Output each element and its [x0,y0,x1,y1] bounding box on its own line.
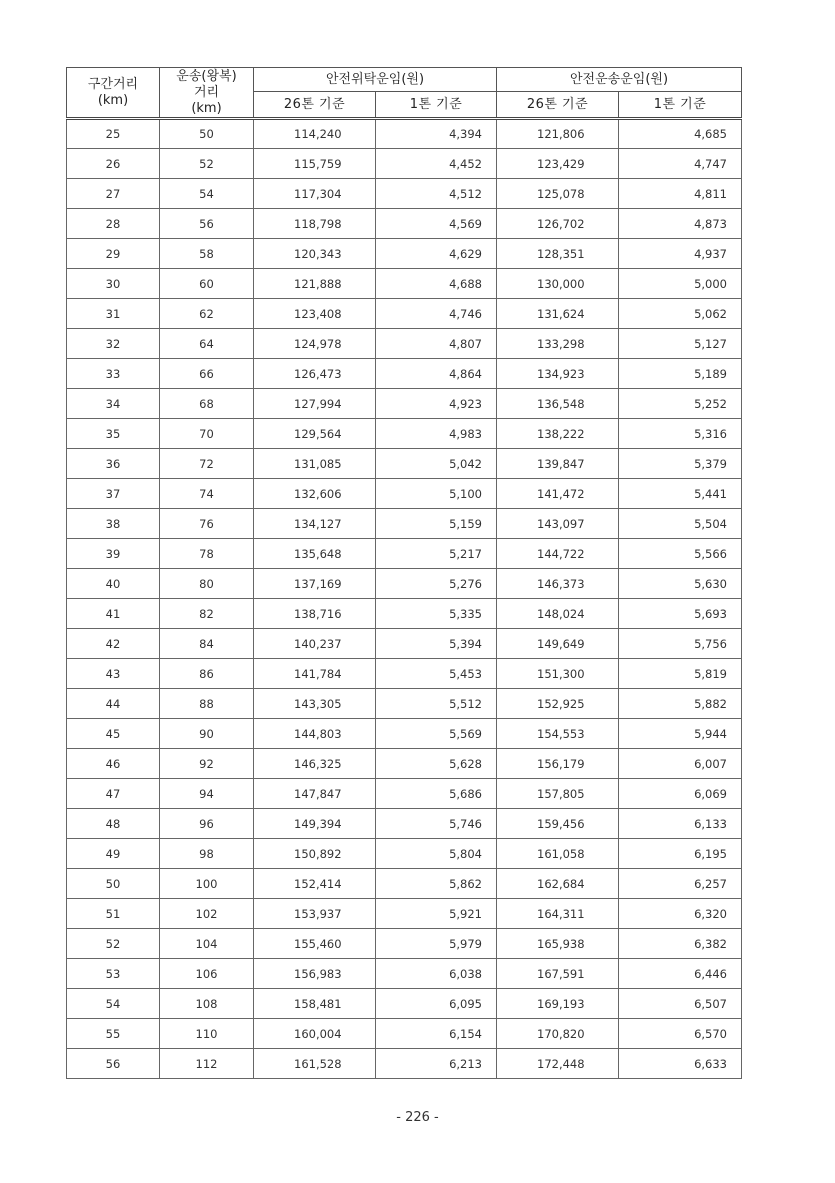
header-group-transport-rate: 안전운송운임(원) [497,68,742,92]
cell-consign-26t: 147,847 [254,779,376,809]
cell-transport-26t: 149,649 [497,629,619,659]
cell-transport-distance: 104 [160,929,254,959]
cell-transport-1t: 5,504 [619,509,742,539]
cell-transport-26t: 146,373 [497,569,619,599]
cell-consign-1t: 4,864 [376,359,497,389]
cell-transport-distance: 78 [160,539,254,569]
cell-transport-distance: 108 [160,989,254,1019]
cell-section-distance: 30 [67,269,160,299]
cell-transport-26t: 172,448 [497,1049,619,1079]
cell-transport-1t: 5,944 [619,719,742,749]
header-section-distance-label: 구간거리 (km) [87,76,139,108]
table-row [67,809,742,839]
cell-section-distance: 31 [67,299,160,329]
cell-transport-distance: 58 [160,239,254,269]
cell-transport-distance: 50 [160,119,254,149]
cell-transport-1t: 5,127 [619,329,742,359]
table-row [67,929,742,959]
header-transport-1t: 1톤 기준 [619,92,742,119]
cell-transport-distance: 60 [160,269,254,299]
cell-transport-26t: 133,298 [497,329,619,359]
cell-transport-1t: 5,882 [619,689,742,719]
cell-consign-26t: 143,305 [254,689,376,719]
cell-transport-26t: 169,193 [497,989,619,1019]
cell-section-distance: 38 [67,509,160,539]
cell-transport-26t: 138,222 [497,419,619,449]
cell-transport-1t: 5,693 [619,599,742,629]
cell-transport-26t: 130,000 [497,269,619,299]
cell-consign-1t: 6,213 [376,1049,497,1079]
cell-transport-1t: 5,630 [619,569,742,599]
cell-transport-distance: 90 [160,719,254,749]
cell-transport-distance: 54 [160,179,254,209]
table-row [67,239,742,269]
cell-consign-26t: 135,648 [254,539,376,569]
table-row [67,599,742,629]
cell-consign-1t: 5,453 [376,659,497,689]
cell-section-distance: 48 [67,809,160,839]
table-row [67,209,742,239]
cell-consign-26t: 132,606 [254,479,376,509]
cell-consign-1t: 4,983 [376,419,497,449]
table-row [67,119,742,149]
cell-consign-26t: 149,394 [254,809,376,839]
table-row [67,359,742,389]
cell-consign-1t: 4,512 [376,179,497,209]
table-row [67,749,742,779]
table-row [67,539,742,569]
header-transport-distance-label: 운송(왕복) 거리 (km) [176,68,237,116]
cell-consign-1t: 5,159 [376,509,497,539]
cell-transport-26t: 125,078 [497,179,619,209]
cell-section-distance: 42 [67,629,160,659]
table-row [67,689,742,719]
cell-consign-26t: 120,343 [254,239,376,269]
cell-consign-1t: 4,807 [376,329,497,359]
cell-transport-distance: 100 [160,869,254,899]
cell-consign-1t: 5,335 [376,599,497,629]
cell-transport-26t: 157,805 [497,779,619,809]
cell-transport-26t: 162,684 [497,869,619,899]
cell-consign-1t: 5,862 [376,869,497,899]
cell-transport-1t: 5,000 [619,269,742,299]
cell-consign-1t: 5,979 [376,929,497,959]
header-section-distance [67,68,160,119]
cell-transport-26t: 121,806 [497,119,619,149]
cell-transport-26t: 139,847 [497,449,619,479]
cell-transport-distance: 86 [160,659,254,689]
cell-consign-26t: 118,798 [254,209,376,239]
cell-transport-distance: 52 [160,149,254,179]
cell-consign-26t: 121,888 [254,269,376,299]
cell-consign-26t: 124,978 [254,329,376,359]
cell-consign-26t: 141,784 [254,659,376,689]
cell-transport-1t: 5,316 [619,419,742,449]
cell-consign-1t: 5,512 [376,689,497,719]
cell-section-distance: 45 [67,719,160,749]
cell-consign-26t: 117,304 [254,179,376,209]
cell-transport-distance: 112 [160,1049,254,1079]
table-row [67,839,742,869]
cell-consign-26t: 150,892 [254,839,376,869]
cell-section-distance: 26 [67,149,160,179]
cell-transport-distance: 96 [160,809,254,839]
cell-section-distance: 29 [67,239,160,269]
cell-consign-26t: 158,481 [254,989,376,1019]
cell-transport-26t: 151,300 [497,659,619,689]
cell-consign-26t: 155,460 [254,929,376,959]
cell-transport-26t: 161,058 [497,839,619,869]
table-row [67,269,742,299]
cell-consign-1t: 5,746 [376,809,497,839]
cell-consign-1t: 6,095 [376,989,497,1019]
cell-consign-26t: 161,528 [254,1049,376,1079]
cell-consign-1t: 5,686 [376,779,497,809]
cell-transport-distance: 80 [160,569,254,599]
header-transport-distance [160,68,254,119]
cell-transport-distance: 56 [160,209,254,239]
cell-section-distance: 34 [67,389,160,419]
cell-consign-26t: 126,473 [254,359,376,389]
cell-transport-26t: 156,179 [497,749,619,779]
cell-transport-1t: 5,566 [619,539,742,569]
cell-section-distance: 51 [67,899,160,929]
table-header [67,68,742,119]
table-row [67,569,742,599]
cell-consign-26t: 146,325 [254,749,376,779]
cell-consign-1t: 4,394 [376,119,497,149]
cell-consign-1t: 5,100 [376,479,497,509]
cell-consign-26t: 140,237 [254,629,376,659]
cell-transport-26t: 131,624 [497,299,619,329]
cell-transport-distance: 70 [160,419,254,449]
table-row [67,779,742,809]
cell-transport-1t: 4,811 [619,179,742,209]
cell-transport-1t: 6,320 [619,899,742,929]
cell-transport-distance: 74 [160,479,254,509]
table-row [67,1049,742,1079]
table-row [67,659,742,689]
cell-consign-26t: 129,564 [254,419,376,449]
header-group-consign-rate: 안전위탁운임(원) [254,68,497,92]
cell-consign-1t: 4,629 [376,239,497,269]
table-row [67,899,742,929]
cell-transport-1t: 5,441 [619,479,742,509]
cell-transport-1t: 6,195 [619,839,742,869]
cell-transport-26t: 136,548 [497,389,619,419]
cell-transport-1t: 6,007 [619,749,742,779]
cell-consign-26t: 137,169 [254,569,376,599]
cell-section-distance: 49 [67,839,160,869]
cell-section-distance: 46 [67,749,160,779]
cell-transport-distance: 84 [160,629,254,659]
cell-transport-distance: 106 [160,959,254,989]
cell-transport-1t: 5,189 [619,359,742,389]
cell-consign-1t: 6,038 [376,959,497,989]
cell-transport-1t: 5,062 [619,299,742,329]
cell-transport-26t: 164,311 [497,899,619,929]
cell-transport-26t: 141,472 [497,479,619,509]
cell-section-distance: 27 [67,179,160,209]
cell-transport-1t: 6,133 [619,809,742,839]
table-row [67,299,742,329]
cell-transport-26t: 154,553 [497,719,619,749]
cell-section-distance: 36 [67,449,160,479]
cell-consign-26t: 160,004 [254,1019,376,1049]
cell-consign-1t: 5,804 [376,839,497,869]
cell-section-distance: 54 [67,989,160,1019]
table-row [67,869,742,899]
cell-consign-26t: 153,937 [254,899,376,929]
cell-transport-26t: 126,702 [497,209,619,239]
cell-transport-1t: 6,633 [619,1049,742,1079]
cell-transport-26t: 123,429 [497,149,619,179]
header-transport-26t: 26톤 기준 [497,92,619,119]
cell-transport-26t: 144,722 [497,539,619,569]
cell-consign-1t: 6,154 [376,1019,497,1049]
cell-section-distance: 37 [67,479,160,509]
table-row [67,449,742,479]
cell-transport-distance: 66 [160,359,254,389]
cell-transport-1t: 4,937 [619,239,742,269]
cell-transport-1t: 4,685 [619,119,742,149]
cell-consign-26t: 134,127 [254,509,376,539]
cell-transport-1t: 6,507 [619,989,742,1019]
table-row [67,719,742,749]
cell-section-distance: 44 [67,689,160,719]
cell-transport-distance: 76 [160,509,254,539]
cell-consign-26t: 144,803 [254,719,376,749]
cell-consign-1t: 4,569 [376,209,497,239]
cell-transport-1t: 6,446 [619,959,742,989]
cell-transport-1t: 5,756 [619,629,742,659]
table-row [67,179,742,209]
cell-transport-26t: 148,024 [497,599,619,629]
cell-section-distance: 28 [67,209,160,239]
cell-section-distance: 56 [67,1049,160,1079]
cell-section-distance: 33 [67,359,160,389]
cell-section-distance: 40 [67,569,160,599]
cell-section-distance: 32 [67,329,160,359]
cell-consign-1t: 5,217 [376,539,497,569]
cell-section-distance: 50 [67,869,160,899]
cell-transport-distance: 62 [160,299,254,329]
header-consign-1t: 1톤 기준 [376,92,497,119]
cell-section-distance: 41 [67,599,160,629]
cell-transport-26t: 152,925 [497,689,619,719]
cell-consign-1t: 5,628 [376,749,497,779]
cell-consign-1t: 5,921 [376,899,497,929]
cell-consign-26t: 114,240 [254,119,376,149]
table-row [67,389,742,419]
cell-transport-distance: 64 [160,329,254,359]
table-body [67,119,742,1079]
cell-transport-1t: 6,257 [619,869,742,899]
cell-transport-1t: 5,819 [619,659,742,689]
table-row [67,329,742,359]
cell-consign-1t: 5,042 [376,449,497,479]
cell-transport-26t: 159,456 [497,809,619,839]
cell-consign-26t: 138,716 [254,599,376,629]
cell-section-distance: 53 [67,959,160,989]
header-consign-26t: 26톤 기준 [254,92,376,119]
cell-transport-distance: 102 [160,899,254,929]
cell-consign-1t: 4,923 [376,389,497,419]
cell-transport-1t: 5,252 [619,389,742,419]
cell-transport-distance: 68 [160,389,254,419]
cell-consign-26t: 152,414 [254,869,376,899]
table-row [67,629,742,659]
cell-consign-1t: 4,688 [376,269,497,299]
cell-transport-distance: 88 [160,689,254,719]
cell-transport-1t: 6,382 [619,929,742,959]
table-row [67,479,742,509]
cell-transport-distance: 98 [160,839,254,869]
table-row [67,989,742,1019]
cell-section-distance: 25 [67,119,160,149]
cell-consign-1t: 5,569 [376,719,497,749]
cell-transport-26t: 165,938 [497,929,619,959]
cell-transport-26t: 128,351 [497,239,619,269]
cell-transport-distance: 110 [160,1019,254,1049]
cell-consign-26t: 123,408 [254,299,376,329]
cell-consign-26t: 127,994 [254,389,376,419]
cell-consign-26t: 131,085 [254,449,376,479]
cell-transport-1t: 4,747 [619,149,742,179]
cell-transport-1t: 6,069 [619,779,742,809]
cell-transport-distance: 82 [160,599,254,629]
cell-transport-26t: 143,097 [497,509,619,539]
cell-consign-1t: 5,394 [376,629,497,659]
cell-section-distance: 52 [67,929,160,959]
cell-consign-1t: 4,452 [376,149,497,179]
cell-section-distance: 35 [67,419,160,449]
cell-transport-26t: 170,820 [497,1019,619,1049]
table-row [67,1019,742,1049]
cell-transport-distance: 94 [160,779,254,809]
cell-consign-26t: 115,759 [254,149,376,179]
cell-section-distance: 47 [67,779,160,809]
cell-consign-1t: 4,746 [376,299,497,329]
cell-transport-distance: 92 [160,749,254,779]
cell-section-distance: 55 [67,1019,160,1049]
cell-transport-distance: 72 [160,449,254,479]
cell-transport-1t: 6,570 [619,1019,742,1049]
freight-rate-table [66,67,742,1079]
page-number: - 226 - [396,1110,439,1125]
cell-transport-1t: 5,379 [619,449,742,479]
cell-section-distance: 43 [67,659,160,689]
table-row [67,149,742,179]
table-row [67,509,742,539]
cell-section-distance: 39 [67,539,160,569]
cell-transport-26t: 167,591 [497,959,619,989]
cell-consign-26t: 156,983 [254,959,376,989]
cell-consign-1t: 5,276 [376,569,497,599]
cell-transport-26t: 134,923 [497,359,619,389]
table-row [67,419,742,449]
table-row [67,959,742,989]
cell-transport-1t: 4,873 [619,209,742,239]
